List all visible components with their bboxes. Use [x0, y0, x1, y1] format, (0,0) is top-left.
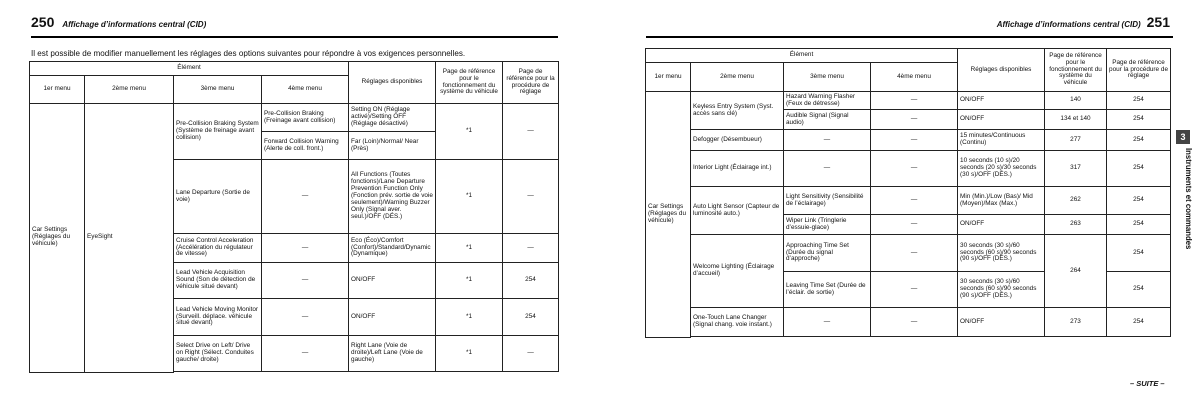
menu4-cell: —	[871, 187, 958, 215]
settings-cell: All Functions (Toutes fonctions)/Lane Departure Prevention Function Only (Fonction prév. sortie de voie seulement)/Warning Buzzer Only (Signal aver. seul.)/OFF (DÉS.)	[349, 160, 436, 234]
settings-header: Réglages disponibles	[349, 62, 436, 104]
settings-table-left	[29, 61, 559, 373]
menu3-cell: Lane Departure (Sortie de voie)	[174, 160, 262, 234]
settings-table-right	[645, 48, 1171, 338]
settings-cell: Setting ON (Réglage activé)/Setting OFF (Réglage désactivé)	[349, 104, 436, 132]
menu3-cell: Light Sensitivity (Sensibilité de l’éclairage)	[784, 187, 871, 215]
ref-proc-cell: 254	[1107, 151, 1171, 187]
ref-proc-cell: —	[503, 234, 559, 263]
menu2-cell: One-Touch Lane Changer (Signal chang. voie instant.)	[691, 308, 784, 337]
menu1-cell: Car Settings (Réglages du véhicule)	[30, 104, 85, 373]
settings-cell: ON/OFF	[958, 92, 1045, 110]
settings-cell: 30 seconds (30 s)/60 seconds (60 s)/90 seconds (90 s)/OFF (DÉS.)	[958, 272, 1045, 308]
menu3-cell: Hazard Warning Flasher (Feux de détresse)	[784, 92, 871, 110]
ref-cid-cell: 263	[1045, 215, 1107, 235]
menu2-cell: EyeSight	[85, 104, 174, 373]
ref-proc-header: Page de référence pour la procédure de réglage	[503, 62, 559, 104]
chapter-number-tab: 3	[1176, 130, 1190, 144]
element-header: Élément	[646, 49, 958, 63]
menu3-cell: —	[784, 151, 871, 187]
left-page-number: 250	[31, 14, 55, 30]
settings-cell: Far (Loin)/Normal/ Near (Près)	[349, 132, 436, 160]
menu3-cell: Pre-Collision Braking System (Système de freinage avant collision)	[174, 104, 262, 160]
right-page-number: 251	[1146, 14, 1170, 30]
ref-proc-cell: 254	[1107, 308, 1171, 337]
menu3-cell: —	[784, 130, 871, 151]
header-rule	[646, 36, 1173, 38]
settings-cell: Eco (Éco)/Comfort (Confort)/Standard/Dynamic (Dynamique)	[349, 234, 436, 263]
ref-proc-cell: 254	[503, 263, 559, 299]
menu2-cell: Welcome Lighting (Éclairage d’accueil)	[691, 235, 784, 308]
ref-proc-cell: —	[503, 336, 559, 372]
chapter-title: Instruments et commandes	[1184, 148, 1193, 250]
menu1-header: 1er menu	[30, 76, 85, 104]
menu3-header: 3ème menu	[174, 76, 262, 104]
menu4-cell: —	[871, 92, 958, 110]
table-header-row	[646, 49, 1171, 63]
table-row	[646, 151, 1171, 187]
settings-cell: Right Lane (Voie de droite)/Left Lane (Voie de gauche)	[349, 336, 436, 372]
menu2-cell: Auto Light Sensor (Capteur de luminosité auto.)	[691, 187, 784, 235]
ref-proc-cell: 254	[503, 299, 559, 336]
menu3-cell: Leaving Time Set (Durée de l’éclair. de sortie)	[784, 272, 871, 308]
menu4-cell: —	[871, 235, 958, 272]
ref-cid-cell: 277	[1045, 130, 1107, 151]
table-row	[646, 308, 1171, 337]
menu2-cell: Keyless Entry System (Syst. accès sans clé)	[691, 92, 784, 130]
settings-cell: ON/OFF	[958, 110, 1045, 130]
ref-cid-cell: 134 et 140	[1045, 110, 1107, 130]
settings-cell: ON/OFF	[958, 308, 1045, 337]
menu3-cell: Approaching Time Set (Durée du signal d’approche)	[784, 235, 871, 272]
ref-cid-cell: *1	[436, 336, 503, 372]
menu4-cell: —	[262, 299, 349, 336]
menu4-header: 4ème menu	[871, 63, 958, 92]
menu3-cell: Cruise Control Acceleration (Accélération du régulateur de vitesse)	[174, 234, 262, 263]
menu4-cell: —	[871, 215, 958, 235]
settings-header: Réglages disponibles	[958, 49, 1045, 92]
menu4-cell: —	[262, 336, 349, 372]
ref-cid-cell: 273	[1045, 308, 1107, 337]
table-row	[646, 92, 1171, 110]
settings-cell: 15 minutes/Continuous (Continu)	[958, 130, 1045, 151]
left-header-title: Affichage d’informations central (CID)	[62, 20, 207, 29]
ref-proc-cell: 254	[1107, 130, 1171, 151]
settings-cell: ON/OFF	[349, 263, 436, 299]
menu2-cell: Interior Light (Éclairage int.)	[691, 151, 784, 187]
ref-proc-cell: 254	[1107, 272, 1171, 308]
menu1-header: 1er menu	[646, 63, 691, 92]
settings-cell: 30 seconds (30 s)/60 seconds (60 s)/90 seconds (90 s)/OFF (DÉS.)	[958, 235, 1045, 272]
ref-cid-cell: 317	[1045, 151, 1107, 187]
menu3-cell: Wiper Link (Tringlerie d’essuie-glace)	[784, 215, 871, 235]
settings-cell: Min (Min.)/Low (Bas)/ Mid (Moyen)/Max (Max.)	[958, 187, 1045, 215]
menu2-header: 2ème menu	[691, 63, 784, 92]
ref-cid-cell: *1	[436, 263, 503, 299]
ref-cid-cell: *1	[436, 104, 503, 160]
table-row	[646, 130, 1171, 151]
ref-proc-cell: —	[503, 160, 559, 234]
settings-cell: ON/OFF	[958, 215, 1045, 235]
menu3-cell: Select Drive on Left/ Drive on Right (Sélect. Conduites gauche/ droite)	[174, 336, 262, 372]
left-page-header	[31, 14, 590, 36]
ref-proc-cell: 254	[1107, 235, 1171, 272]
right-header-title: Affichage d’informations central (CID)	[996, 20, 1141, 29]
menu3-header: 3ème menu	[784, 63, 871, 92]
menu1-cell: Car Settings (Réglages du véhicule)	[646, 92, 691, 338]
ref-cid-cell: *1	[436, 299, 503, 336]
menu4-cell: —	[871, 130, 958, 151]
ref-proc-cell: 254	[1107, 187, 1171, 215]
menu4-cell: —	[262, 263, 349, 299]
continued-label: – SUITE –	[1130, 379, 1165, 388]
settings-cell: 10 seconds (10 s)/20 seconds (20 s)/30 seconds (30 s)/OFF (DÉS.)	[958, 151, 1045, 187]
ref-cid-cell: 264	[1045, 235, 1107, 308]
table-row	[30, 104, 559, 132]
menu4-cell: Pre-Collision Braking (Freinage avant collision)	[262, 104, 349, 132]
table-header-row	[30, 62, 559, 76]
menu4-cell: —	[871, 272, 958, 308]
ref-cid-header: Page de référence pour le fonctionnement du système du véhicule	[436, 62, 503, 104]
ref-cid-cell: 140	[1045, 92, 1107, 110]
table-row	[646, 235, 1171, 272]
ref-cid-cell: *1	[436, 234, 503, 263]
menu4-cell: —	[262, 160, 349, 234]
ref-cid-header: Page de référence pour le fonctionnement du système du véhicule	[1045, 49, 1107, 92]
menu4-cell: —	[262, 234, 349, 263]
menu3-cell: —	[784, 308, 871, 337]
menu2-header: 2ème menu	[85, 76, 174, 104]
menu4-cell: —	[871, 308, 958, 337]
menu4-cell: —	[871, 110, 958, 130]
menu3-cell: Audible Signal (Signal audio)	[784, 110, 871, 130]
ref-cid-cell: 262	[1045, 187, 1107, 215]
ref-proc-header: Page de référence pour la procédure de réglage	[1107, 49, 1171, 92]
menu4-header: 4ème menu	[262, 76, 349, 104]
menu2-cell: Defogger (Désembueur)	[691, 130, 784, 151]
header-rule	[31, 36, 558, 38]
menu4-cell: Forward Collision Warning (Alerte de coll. front.)	[262, 132, 349, 160]
menu3-cell: Lead Vehicle Moving Monitor (Surveill. déplace. véhicule situé devant)	[174, 299, 262, 336]
table-row	[646, 187, 1171, 215]
ref-cid-cell: *1	[436, 160, 503, 234]
element-header: Élément	[30, 62, 349, 76]
menu3-cell: Lead Vehicle Acquisition Sound (Son de détection de véhicule situé devant)	[174, 263, 262, 299]
ref-proc-cell: —	[503, 104, 559, 160]
ref-proc-cell: 254	[1107, 110, 1171, 130]
ref-proc-cell: 254	[1107, 92, 1171, 110]
settings-cell: ON/OFF	[349, 299, 436, 336]
right-page-header	[640, 14, 1170, 36]
intro-text: Il est possible de modifier manuellement les réglages des options suivantes pour répondre à vos exigences personnelles.	[31, 49, 466, 58]
ref-proc-cell: 254	[1107, 215, 1171, 235]
menu4-cell: —	[871, 151, 958, 187]
